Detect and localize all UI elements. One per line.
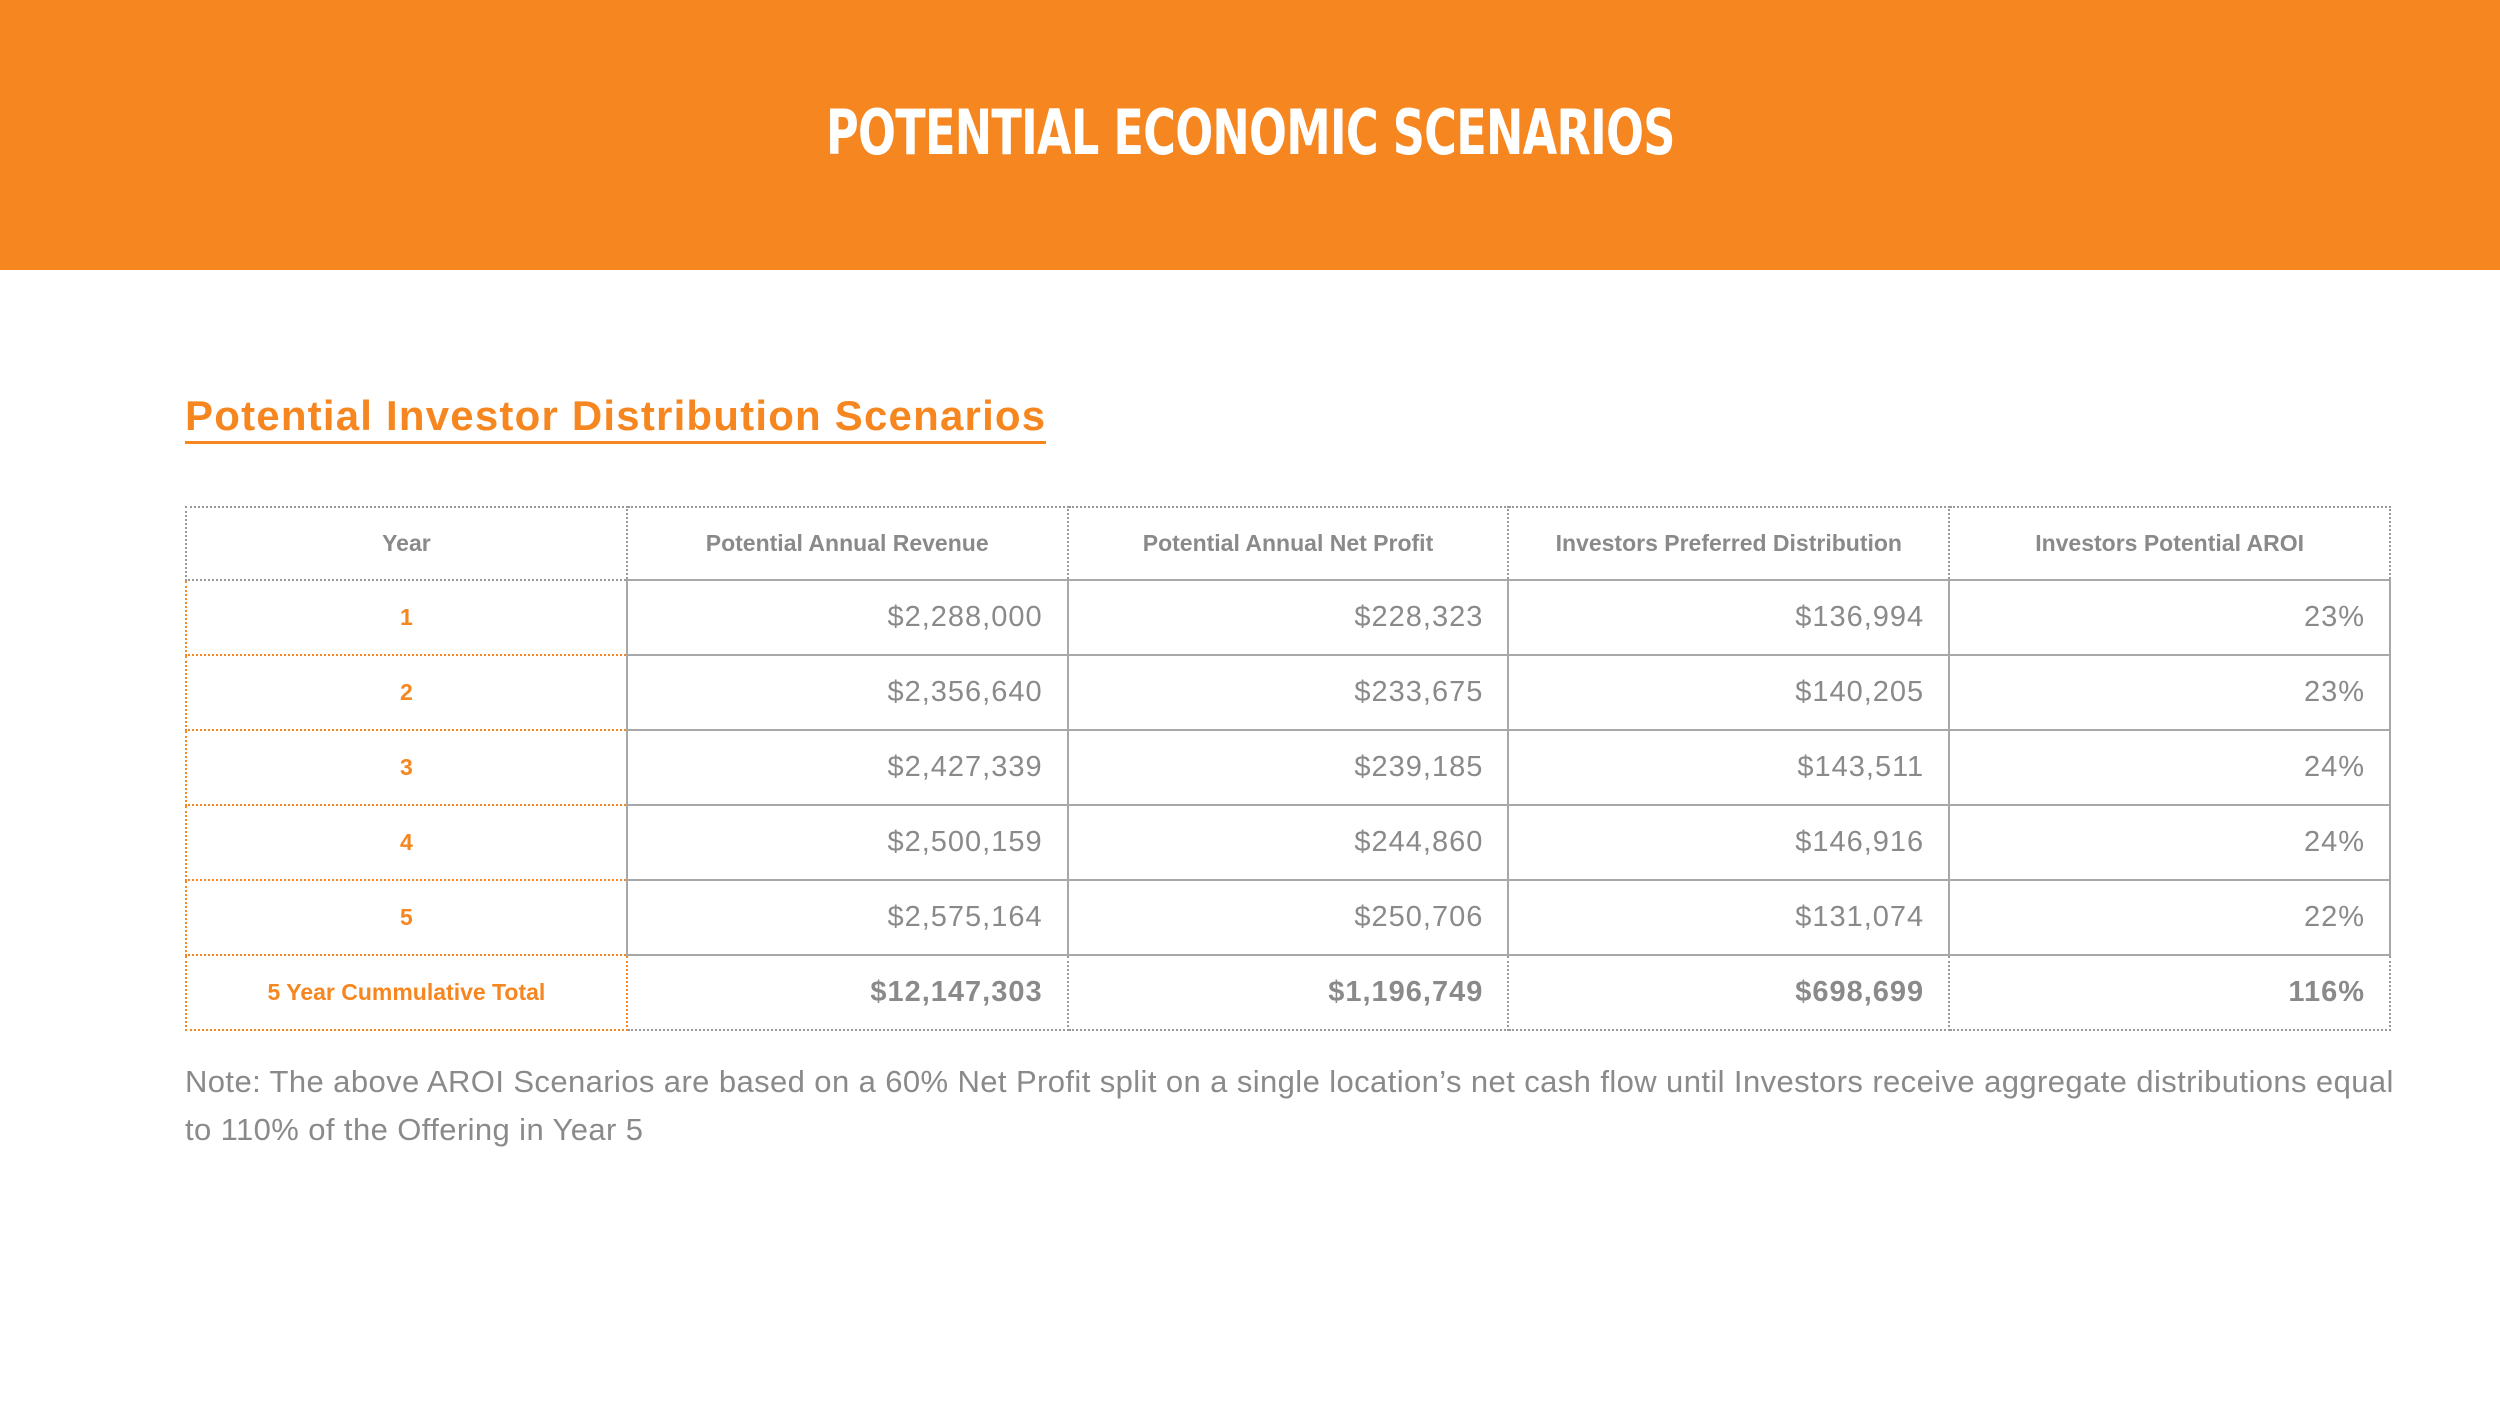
year-cell: 3 — [186, 730, 627, 805]
column-header-revenue: Potential Annual Revenue — [627, 507, 1068, 580]
distribution-cell: $140,205 — [1508, 655, 1949, 730]
net-profit-cell: $239,185 — [1068, 730, 1509, 805]
table-row — [186, 880, 2390, 955]
aroi-cell: 22% — [1949, 880, 2390, 955]
aroi-cell: 23% — [1949, 580, 2390, 655]
column-header-net-profit: Potential Annual Net Profit — [1068, 507, 1509, 580]
year-cell: 2 — [186, 655, 627, 730]
distribution-cell: $146,916 — [1508, 805, 1949, 880]
page-title: POTENTIAL ECONOMIC SCENARIOS — [825, 95, 1675, 169]
column-header-year: Year — [186, 507, 627, 580]
column-header-preferred-distribution: Investors Preferred Distribution — [1508, 507, 1949, 580]
revenue-cell: $2,356,640 — [627, 655, 1068, 730]
distribution-cell: $143,511 — [1508, 730, 1949, 805]
table-row — [186, 805, 2390, 880]
net-profit-cell: $250,706 — [1068, 880, 1509, 955]
net-profit-cell: $244,860 — [1068, 805, 1509, 880]
column-header-aroi: Investors Potential AROI — [1949, 507, 2390, 580]
revenue-cell: $2,500,159 — [627, 805, 1068, 880]
year-cell: 1 — [186, 580, 627, 655]
table-row — [186, 730, 2390, 805]
revenue-cell: $2,575,164 — [627, 880, 1068, 955]
aroi-cell: 24% — [1949, 805, 2390, 880]
table-row — [186, 580, 2390, 655]
revenue-cell: $2,427,339 — [627, 730, 1068, 805]
table-row — [186, 655, 2390, 730]
distribution-cell: $131,074 — [1508, 880, 1949, 955]
total-aroi-cell: 116% — [1949, 955, 2390, 1030]
aroi-cell: 23% — [1949, 655, 2390, 730]
table-header-row — [186, 507, 2390, 580]
year-cell: 4 — [186, 805, 627, 880]
revenue-cell: $2,288,000 — [627, 580, 1068, 655]
distribution-cell: $136,994 — [1508, 580, 1949, 655]
total-net-profit-cell: $1,196,749 — [1068, 955, 1509, 1030]
total-revenue-cell: $12,147,303 — [627, 955, 1068, 1030]
distribution-table — [185, 506, 2391, 1031]
aroi-cell: 24% — [1949, 730, 2390, 805]
total-distribution-cell: $698,699 — [1508, 955, 1949, 1030]
section-heading: Potential Investor Distribution Scenarios — [185, 392, 1046, 444]
total-label-cell: 5 Year Cummulative Total — [186, 955, 627, 1030]
year-cell: 5 — [186, 880, 627, 955]
net-profit-cell: $228,323 — [1068, 580, 1509, 655]
total-row — [186, 955, 2390, 1030]
header-banner — [0, 0, 2500, 270]
footnote: Note: The above AROI Scenarios are based on a 60% Net Profit split on a single location’s net cash flow until Investors receive aggregate distributions equal to 110% of the Offering in Year 5 — [185, 1064, 2394, 1147]
net-profit-cell: $233,675 — [1068, 655, 1509, 730]
